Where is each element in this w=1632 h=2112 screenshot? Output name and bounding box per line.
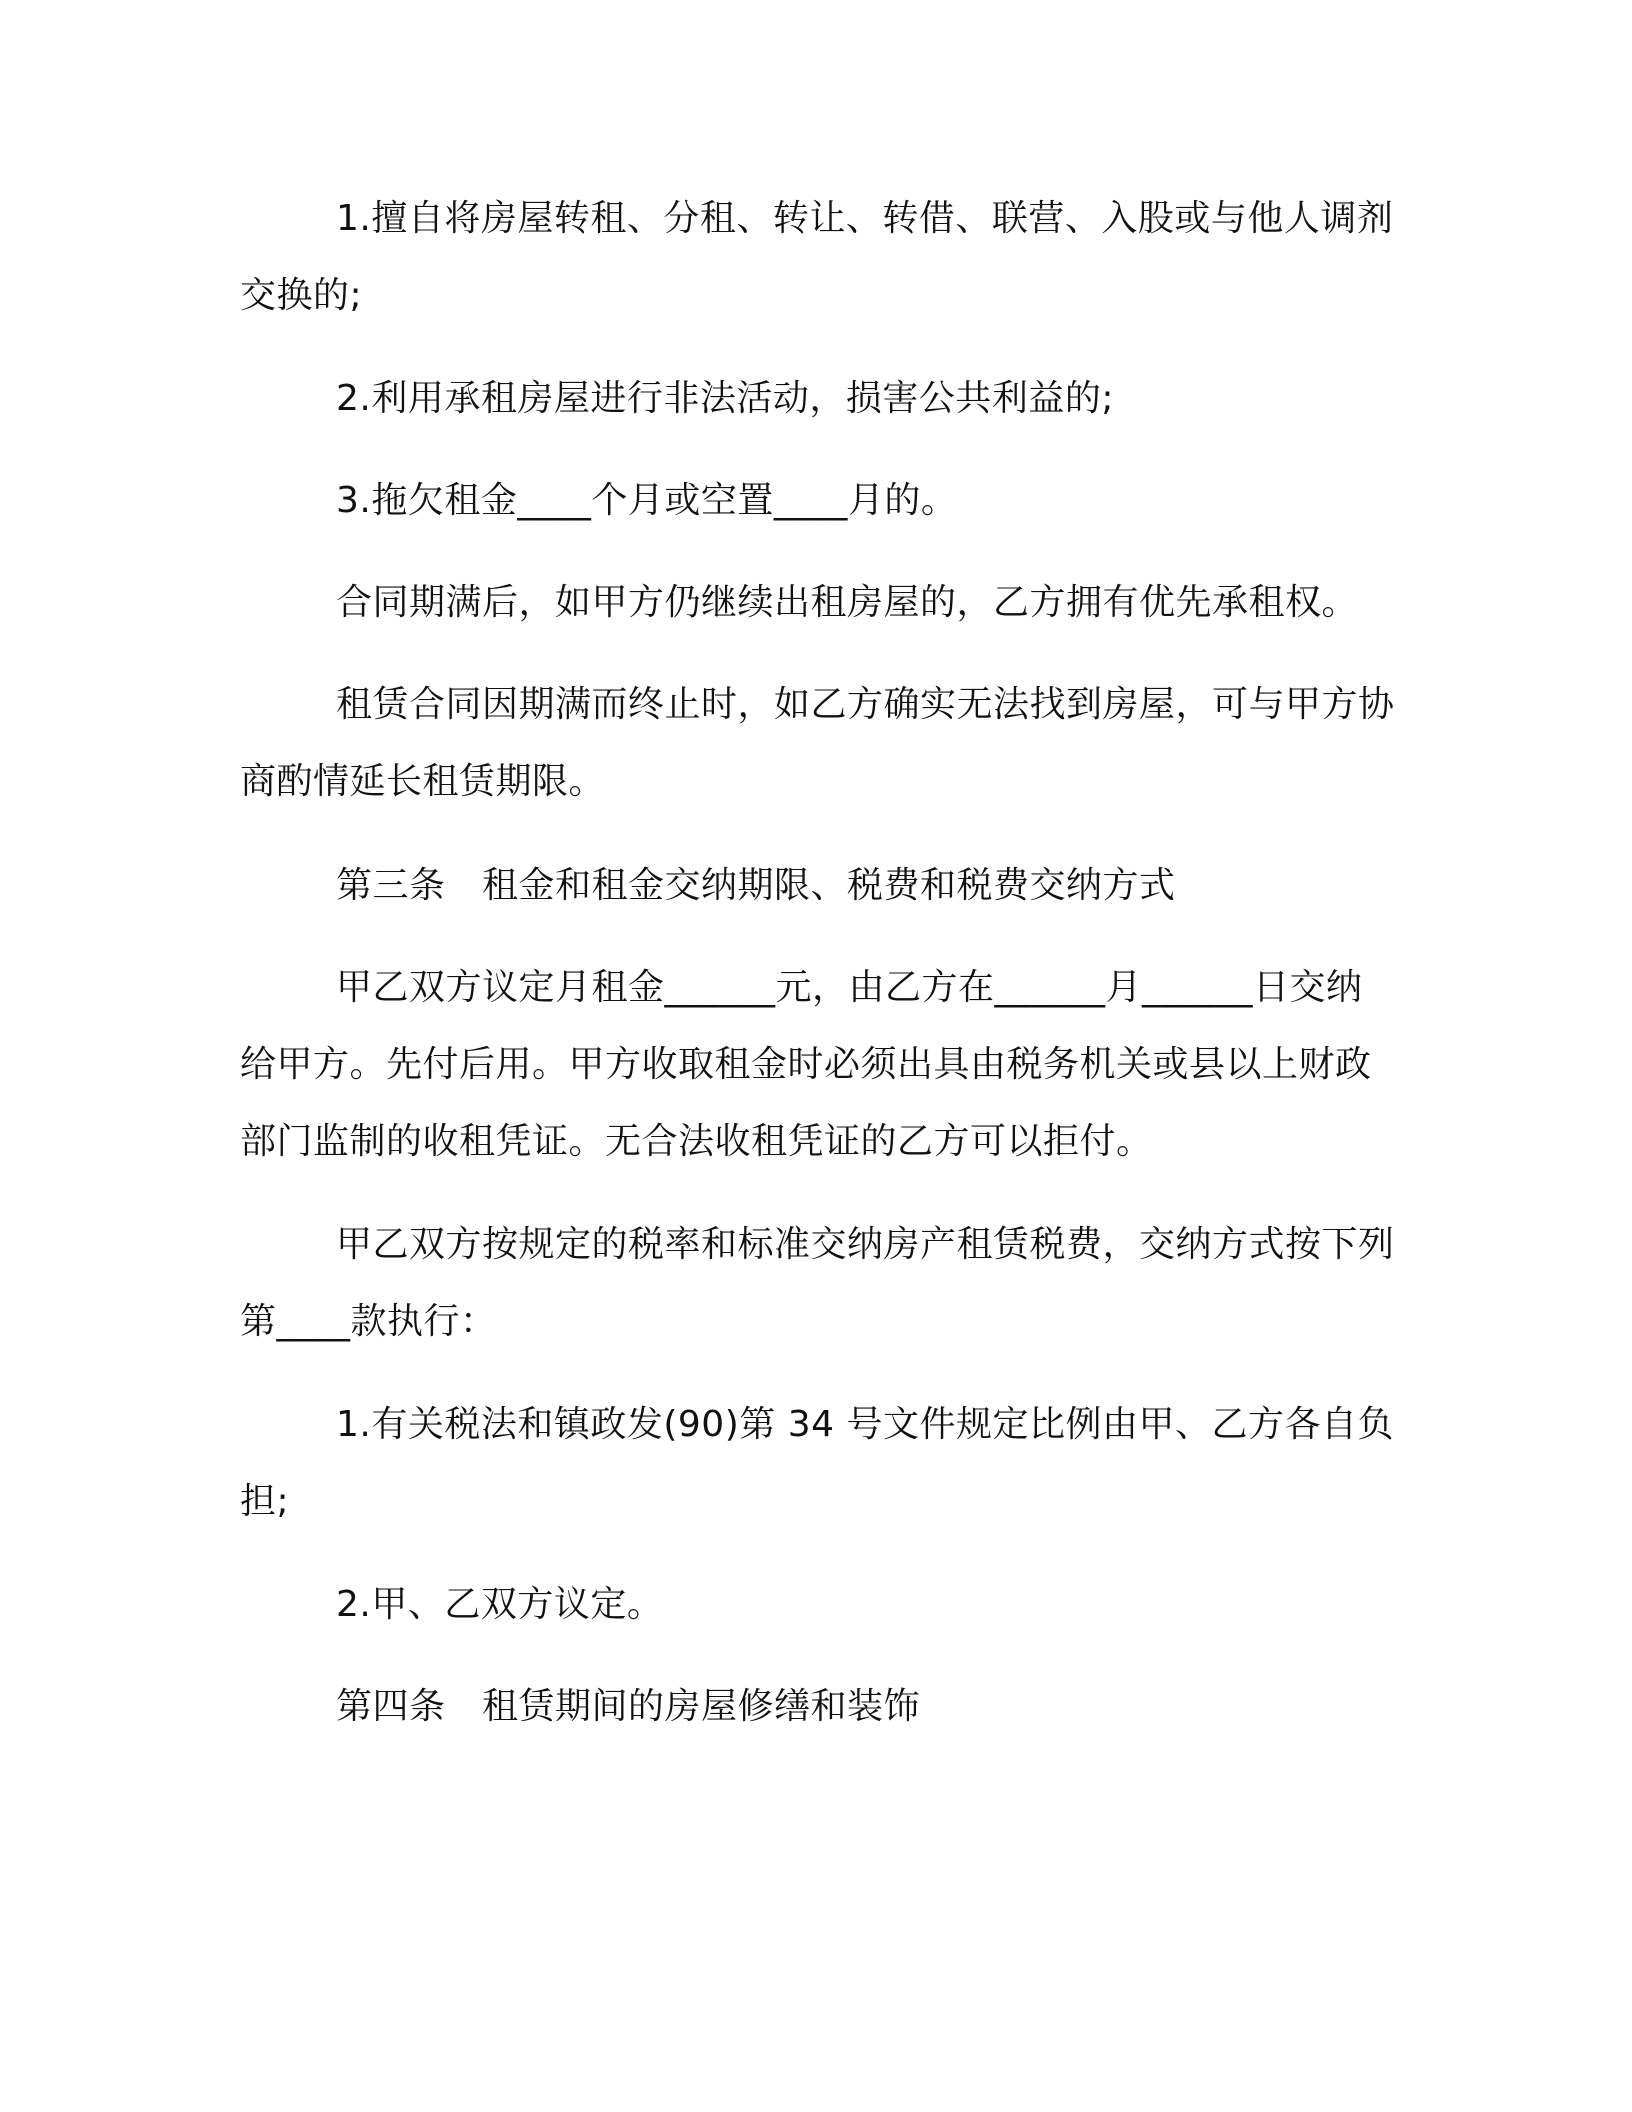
paragraph-lease-extension: 租赁合同因期满而终止时，如乙方确实无法找到房屋，可与甲方协商酌情延长租赁期限。: [240, 684, 1395, 802]
article-4-heading: 第四条 租赁期间的房屋修缮和装饰: [336, 1686, 921, 1727]
paragraph-tax-payment: 甲乙双方按规定的税率和标准交纳房产租赁税费，交纳方式按下列第____款执行：: [240, 1224, 1395, 1342]
tax-item-2: 2.甲、乙双方议定。: [336, 1584, 664, 1625]
tax-item-1: 1.有关税法和镇政发(90)第 34 号文件规定比例由甲、乙方各自负担;: [240, 1404, 1394, 1522]
clause-item-1-sublet: 1.擅自将房屋转租、分租、转让、转借、联营、入股或与他人调剂交换的;: [240, 198, 1394, 316]
paragraph-rent-payment: 甲乙双方议定月租金______元，由乙方在______月______日交纳给甲方。先付后用。甲方收取租金时必须出具由税务机关或县以上财政部门监制的收租凭证。无合法收租凭证的乙方可以拒付。: [240, 967, 1372, 1162]
clause-item-3-arrears: 3.拖欠租金____个月或空置____月的。: [336, 480, 958, 521]
clause-item-2-illegal-use: 2.利用承租房屋进行非法活动，损害公共利益的;: [336, 378, 1114, 419]
paragraph-priority-renewal: 合同期满后，如甲方仍继续出租房屋的，乙方拥有优先承租权。: [336, 582, 1359, 623]
article-3-heading: 第三条 租金和租金交纳期限、税费和税费交纳方式: [336, 865, 1176, 906]
